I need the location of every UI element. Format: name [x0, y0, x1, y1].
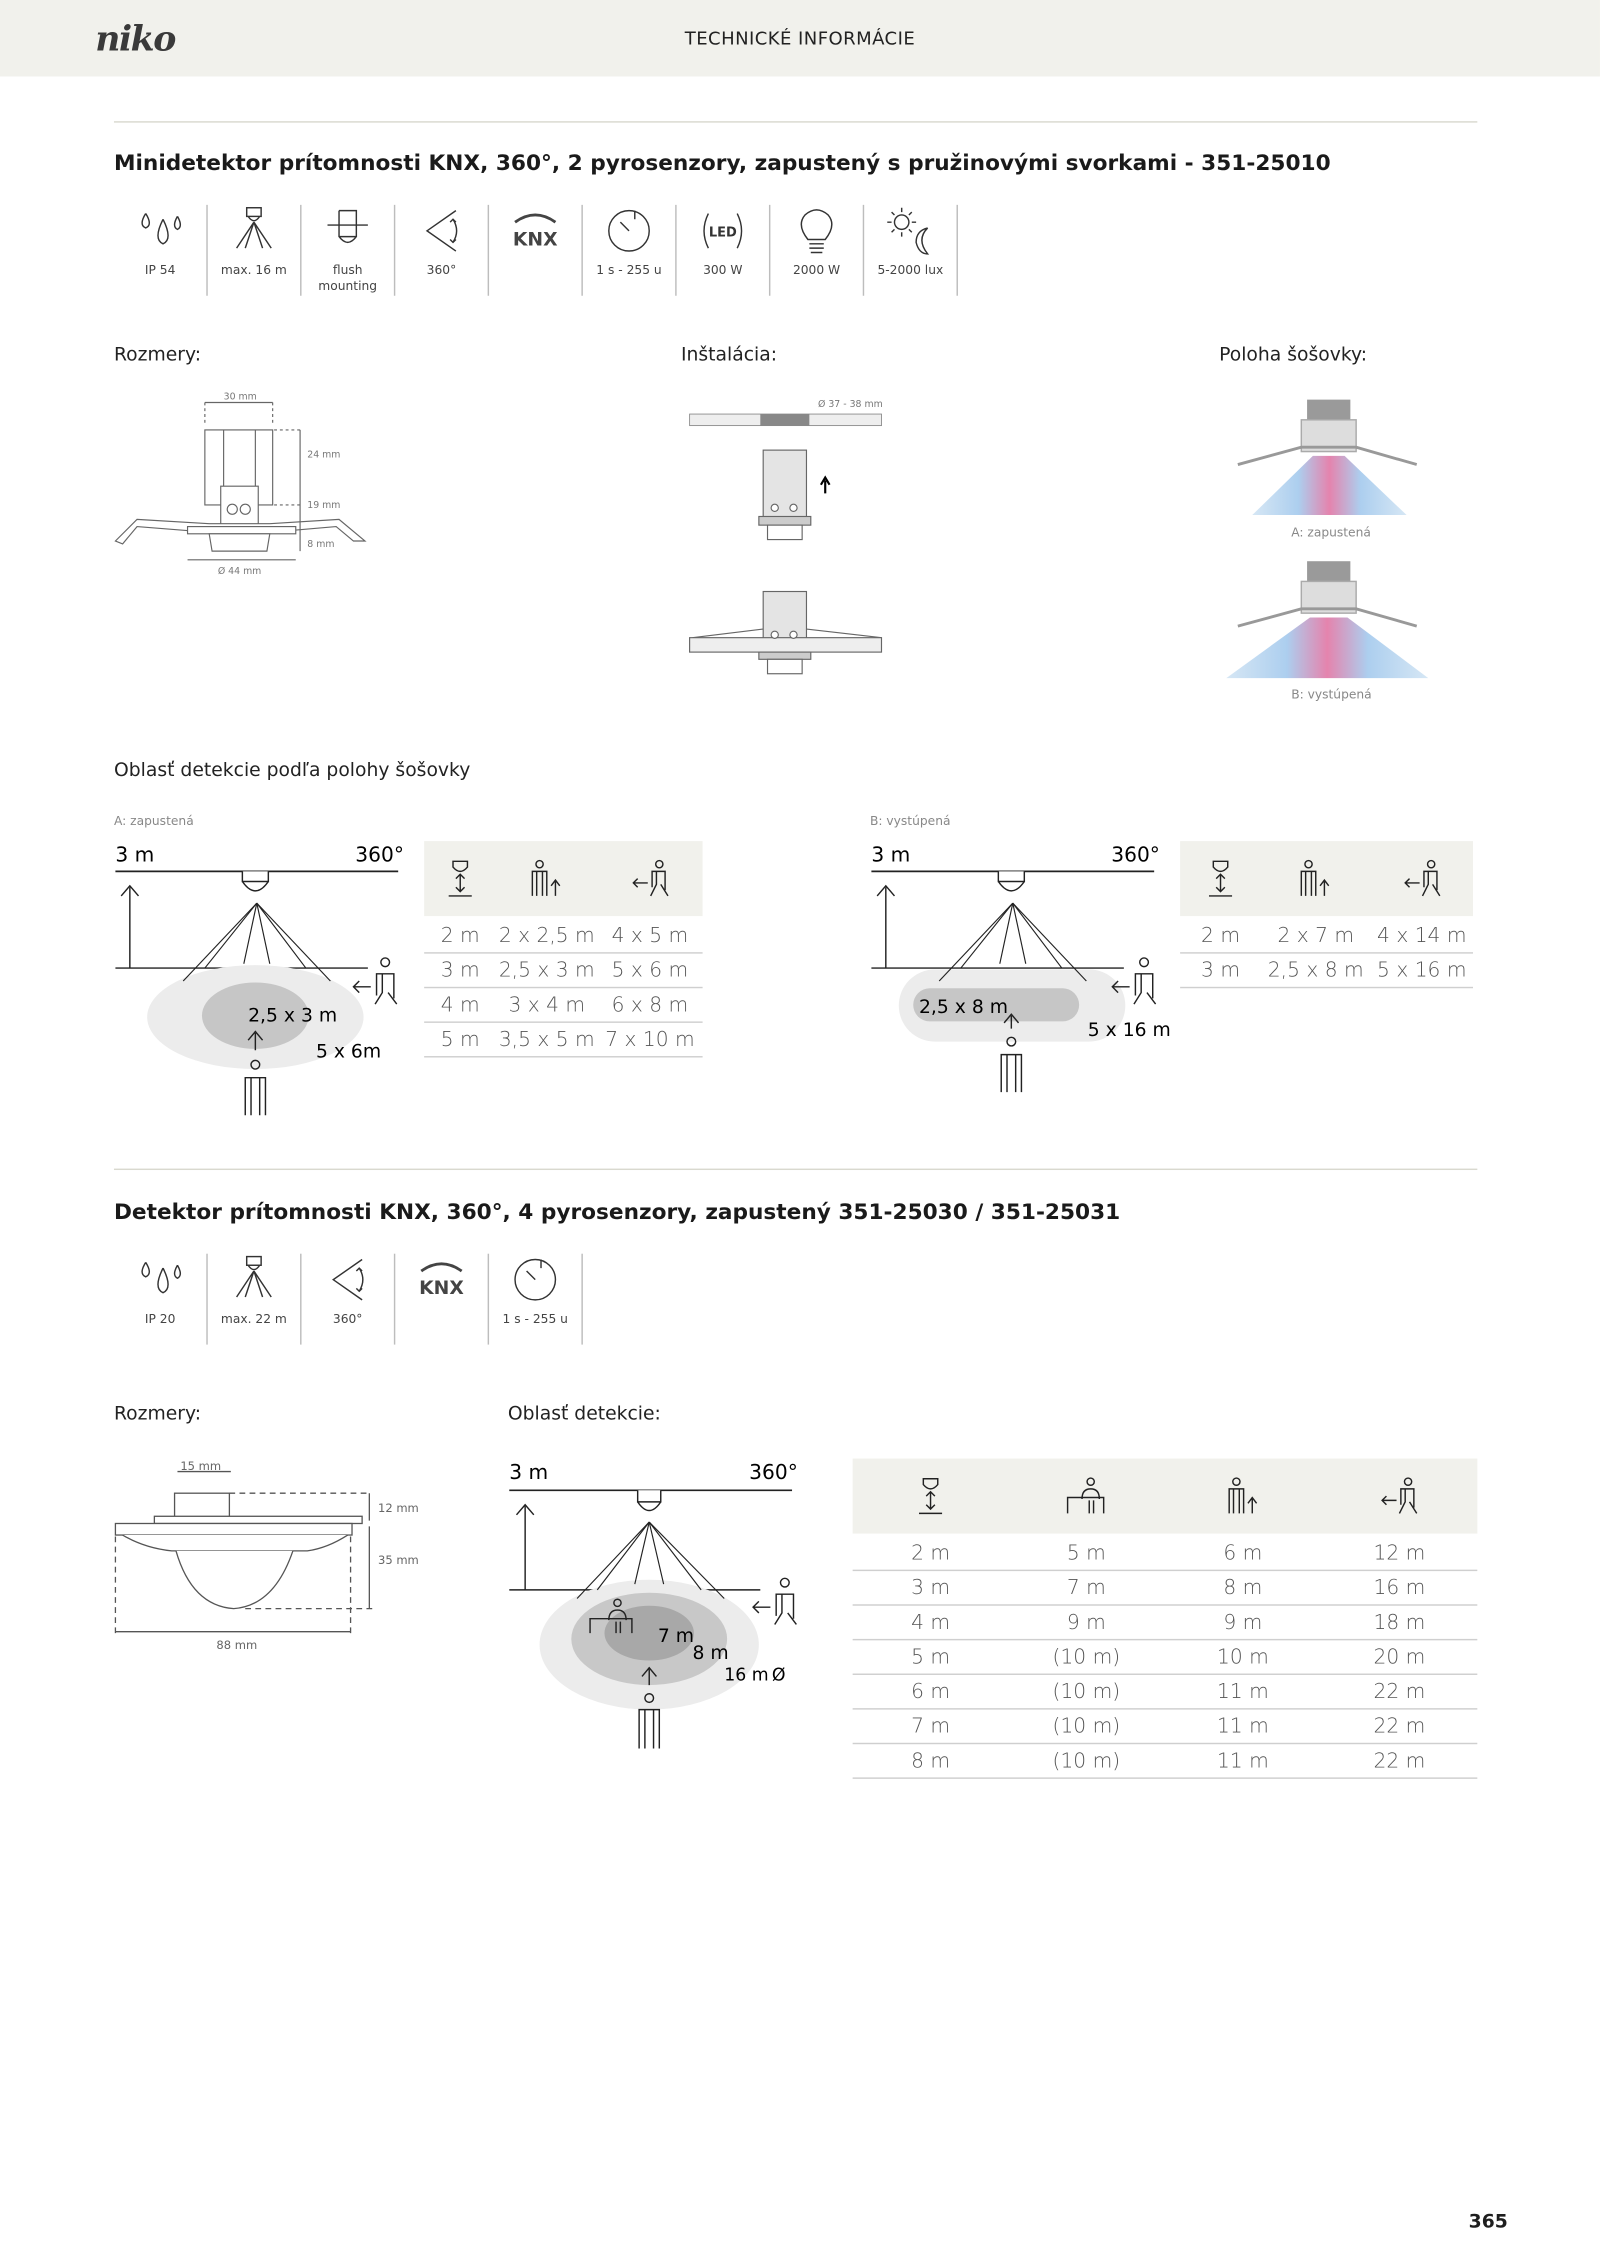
- lens-position-images: [1226, 392, 1428, 709]
- table-cell: 5 x 16 m: [1377, 958, 1467, 982]
- dimension-drawing: [108, 382, 382, 584]
- incandescent-bulb-icon: [791, 205, 843, 257]
- det2-height: 3 m: [509, 1459, 549, 1484]
- svg-text:KNX: KNX: [419, 1278, 464, 1300]
- sun-moon-icon: [884, 205, 936, 257]
- table-cell: 2,5 x 8 m: [1267, 958, 1364, 982]
- detection-range-icon: [228, 205, 280, 257]
- table-cell: 11 m: [1216, 1749, 1269, 1773]
- det2-r3: 16 m: [724, 1665, 769, 1686]
- motion-icon: [1371, 858, 1473, 898]
- mounting-height-icon: [424, 858, 496, 898]
- table-cell: 7 m: [911, 1714, 951, 1738]
- detection-table-2: [853, 1459, 1478, 1779]
- detection-diagram-2: [508, 1454, 811, 1757]
- feature-led-bulb: [677, 205, 771, 296]
- feature-label: 300 W: [703, 264, 743, 279]
- table-cell: 22 m: [1373, 1680, 1426, 1704]
- dim-h2: 19 mm: [307, 499, 341, 511]
- table-cell: 16 m: [1373, 1576, 1426, 1600]
- feature-label: 2000 W: [792, 264, 841, 279]
- table-cell: 4 x 14 m: [1377, 924, 1467, 948]
- table-cell: 2 x 7 m: [1277, 924, 1355, 948]
- header-title: TECHNICKÉ INFORMÁCIE: [684, 27, 916, 50]
- table-row: [424, 919, 702, 954]
- detection-label-2: Oblasť detekcie:: [507, 1403, 661, 1426]
- presence-icon: [496, 858, 597, 898]
- svg-text:LED: LED: [708, 225, 737, 241]
- dim2-h2: 35 mm: [377, 1552, 419, 1567]
- table-cell: (10 m): [1052, 1645, 1121, 1669]
- feature-label: IP 20: [144, 1312, 176, 1328]
- detection-table-a: [424, 841, 702, 1057]
- feature-label: IP 54: [144, 264, 176, 279]
- feature-sun-moon: [864, 205, 958, 296]
- installation-drawing: [685, 390, 887, 679]
- table-cell: 8 m: [911, 1749, 951, 1773]
- det2-r2: 8 m: [692, 1643, 729, 1665]
- table-cell: 3 m: [911, 1576, 951, 1600]
- det-a-height: 3 m: [115, 842, 155, 867]
- dimensions-label: Rozmery:: [113, 344, 202, 367]
- detection-label: Oblasť detekcie podľa polohy šošovky: [113, 760, 471, 782]
- det-b-angle: 360°: [1111, 842, 1160, 867]
- page-number: 365: [1468, 2211, 1508, 2234]
- lens-a-caption: A: zapustená: [1291, 525, 1371, 540]
- table-cell: 2 m: [440, 924, 480, 948]
- knx-logo-icon: [509, 205, 561, 257]
- table-cell: 7 x 10 m: [605, 1027, 695, 1052]
- table-cell: 6 m: [1223, 1541, 1263, 1565]
- dim-h3: 8 mm: [307, 538, 335, 550]
- table-cell: 5 m: [911, 1645, 951, 1669]
- feature-label: 1 s - 255 u: [502, 1312, 568, 1328]
- water-drops-icon: [134, 1254, 186, 1306]
- table-row: [853, 1536, 1478, 1571]
- table-header: [424, 841, 702, 916]
- water-drops-icon: [134, 205, 186, 257]
- product2-title: Detektor prítomnosti KNX, 360°, 4 pyrosenzory, zapustený 351-25030 / 351-25031: [113, 1198, 1121, 1225]
- det-b-outer: 5 x 16 m: [1087, 1019, 1171, 1041]
- table-cell: 11 m: [1216, 1680, 1269, 1704]
- product1-title: Minidetektor prítomnosti KNX, 360°, 2 pyrosenzory, zapustený s pružinovými svorkami - 351-25010: [113, 150, 1331, 177]
- timer-icon: [509, 1254, 561, 1306]
- det-b-inner: 2,5 x 8 m: [918, 996, 1008, 1018]
- timer-icon: [603, 205, 655, 257]
- feature-timer: [489, 1254, 583, 1345]
- feature-knx-logo: [395, 1254, 489, 1345]
- table-cell: 8 m: [1223, 1576, 1263, 1600]
- det-b-caption: B: vystúpená: [869, 815, 951, 830]
- det-b-height: 3 m: [871, 842, 911, 867]
- table-cell: 2,5 x 3 m: [498, 958, 595, 982]
- table-cell: 2 m: [1201, 924, 1241, 948]
- feature-incandescent-bulb: [770, 205, 864, 296]
- detection-diagram-b: [870, 837, 1173, 1126]
- table-cell: 4 m: [911, 1610, 951, 1634]
- table-row: [1180, 954, 1473, 989]
- detection-diagram-a: [114, 837, 417, 1126]
- table-cell: 4 m: [440, 993, 480, 1017]
- table-header: [853, 1459, 1478, 1534]
- niko-logo: niko: [95, 17, 175, 60]
- feature-label: 360°: [332, 1312, 363, 1328]
- divider: [114, 1169, 1477, 1170]
- feature-label: 5-2000 lux: [877, 264, 944, 279]
- motion-icon: [597, 858, 702, 898]
- feature-detection-range: [208, 205, 302, 296]
- product1-feature-icons: [114, 205, 958, 296]
- dim-width: 30 mm: [223, 391, 257, 403]
- feature-timer: [583, 205, 677, 296]
- lens-b-caption: B: vystúpená: [1291, 687, 1372, 702]
- table-cell: 12 m: [1373, 1541, 1426, 1565]
- feature-flush-mounting: [302, 205, 396, 296]
- table-cell: 9 m: [1066, 1610, 1106, 1634]
- table-cell: 3,5 x 5 m: [498, 1027, 595, 1052]
- table-cell: 3 m: [440, 958, 480, 982]
- presence-icon: [1261, 858, 1371, 898]
- table-cell: (10 m): [1052, 1714, 1121, 1738]
- mounting-height-icon: [1180, 858, 1261, 898]
- table-cell: 5 x 6 m: [611, 958, 689, 982]
- detection-table-b: [1180, 841, 1473, 988]
- table-row: [424, 1023, 702, 1058]
- table-cell: 3 m: [1201, 958, 1241, 982]
- table-cell: 6 x 8 m: [611, 993, 689, 1017]
- table-cell: 11 m: [1216, 1714, 1269, 1738]
- det-a-inner: 2,5 x 3 m: [248, 1005, 338, 1027]
- feature-angle-360: [395, 205, 489, 296]
- table-cell: 9 m: [1223, 1610, 1263, 1634]
- table-row: [853, 1675, 1478, 1710]
- dim-h1: 24 mm: [307, 449, 341, 461]
- table-cell: 4 x 5 m: [611, 924, 689, 948]
- detection-range-icon: [228, 1254, 280, 1306]
- feature-knx-logo: [489, 205, 583, 296]
- feature-detection-range: [208, 1254, 302, 1345]
- dim2-diameter: 88 mm: [216, 1638, 258, 1653]
- table-row: [853, 1744, 1478, 1779]
- table-row: [853, 1571, 1478, 1606]
- table-cell: 18 m: [1373, 1610, 1426, 1634]
- table-row: [853, 1606, 1478, 1641]
- table-cell: 10 m: [1216, 1645, 1269, 1669]
- det-a-outer: 5 x 6m: [315, 1041, 382, 1063]
- angle-360-icon: [322, 1254, 374, 1306]
- table-cell: 3 x 4 m: [508, 993, 586, 1017]
- feature-label: max. 22 m: [220, 1312, 287, 1328]
- table-cell: 5 m: [1066, 1541, 1106, 1565]
- table-cell: 2 x 2,5 m: [498, 924, 595, 948]
- diameter-symbol: Ø: [771, 1665, 786, 1686]
- angle-360-icon: [415, 205, 467, 257]
- installation-label: Inštalácia:: [680, 344, 778, 367]
- lens-position-label: Poloha šošovky:: [1219, 344, 1368, 367]
- dimension-drawing-2: [108, 1450, 454, 1666]
- table-cell: 22 m: [1373, 1749, 1426, 1773]
- table-header: [1180, 841, 1473, 916]
- table-cell: 22 m: [1373, 1714, 1426, 1738]
- dim2-width: 15 mm: [180, 1459, 222, 1474]
- table-row: [1180, 919, 1473, 954]
- product2-feature-icons: [114, 1254, 583, 1345]
- det-a-caption: A: zapustená: [113, 815, 194, 830]
- feature-label: max. 16 m: [220, 264, 287, 279]
- table-cell: 6 m: [911, 1680, 951, 1704]
- feature-water-drops: [114, 205, 208, 296]
- table-row: [853, 1640, 1478, 1675]
- seated-presence-icon: [1008, 1476, 1164, 1516]
- table-cell: 20 m: [1373, 1645, 1426, 1669]
- knx-logo-icon: [415, 1254, 467, 1306]
- table-cell: (10 m): [1052, 1680, 1121, 1704]
- table-row: [424, 954, 702, 989]
- feature-label: 1 s - 255 u: [596, 264, 662, 279]
- hole-diameter: Ø 37 - 38 mm: [818, 398, 883, 410]
- feature-label: flush mounting: [318, 264, 378, 295]
- led-bulb-icon: [697, 205, 749, 257]
- flush-mounting-icon: [322, 205, 374, 257]
- table-row: [853, 1710, 1478, 1745]
- dimensions-label-2: Rozmery:: [113, 1403, 202, 1426]
- det2-r1: 7 m: [657, 1625, 695, 1647]
- mounting-height-icon: [853, 1476, 1009, 1516]
- table-cell: 5 m: [440, 1027, 480, 1052]
- table-cell: (10 m): [1052, 1749, 1121, 1773]
- det-a-angle: 360°: [355, 842, 404, 867]
- table-cell: 7 m: [1066, 1576, 1106, 1600]
- feature-label: 360°: [426, 264, 457, 279]
- svg-text:KNX: KNX: [512, 229, 558, 251]
- presence-icon: [1164, 1476, 1321, 1516]
- dim-diameter: Ø 44 mm: [217, 566, 262, 578]
- walking-person-icon: [753, 1578, 796, 1624]
- feature-water-drops: [114, 1254, 208, 1345]
- walking-person-icon: [353, 958, 396, 1004]
- table-cell: 2 m: [911, 1541, 951, 1565]
- det2-angle: 360°: [749, 1459, 798, 1484]
- table-row: [424, 988, 702, 1023]
- motion-icon: [1322, 1476, 1478, 1516]
- dim2-h1: 12 mm: [377, 1500, 419, 1515]
- divider: [114, 121, 1477, 122]
- feature-angle-360: [302, 1254, 396, 1345]
